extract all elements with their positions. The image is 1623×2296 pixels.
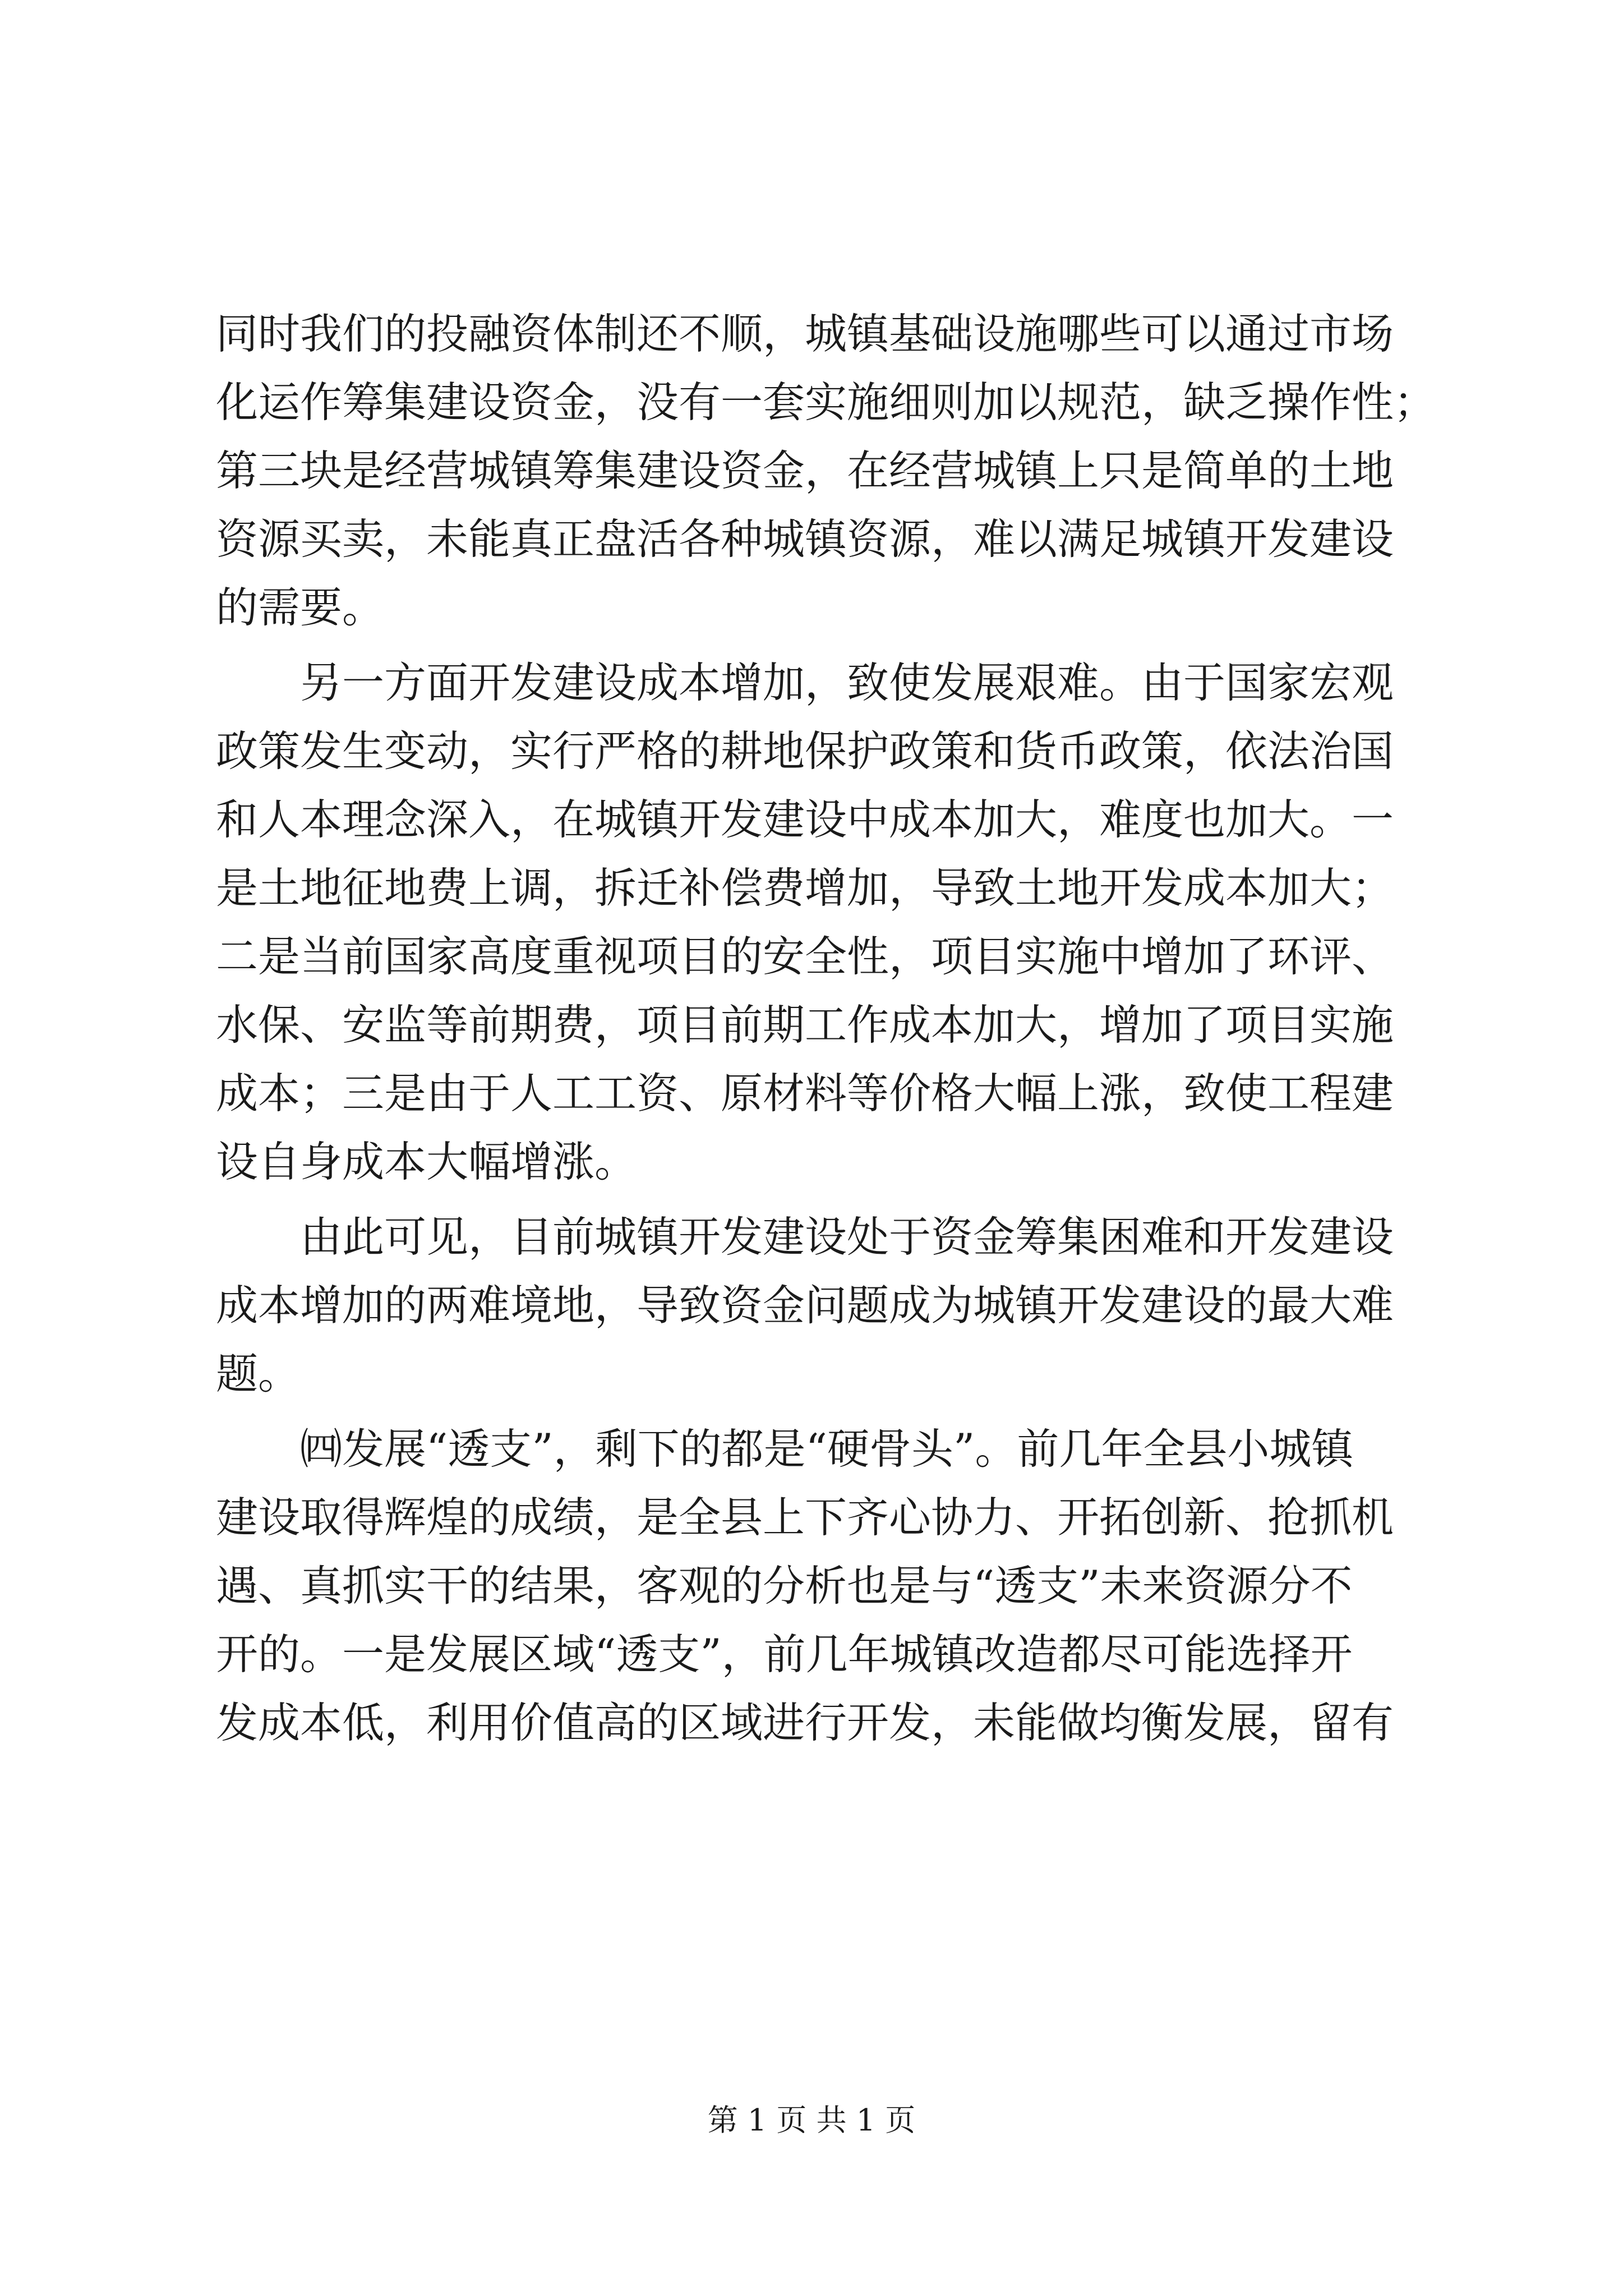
text-line: 是土地征地费上调，拆迁补偿费增加，导致土地开发成本加大； xyxy=(216,863,1394,913)
text-line: 设自身成本大幅增涨。 xyxy=(216,1137,637,1186)
text-line: 题。 xyxy=(216,1349,301,1398)
page-footer: 第 1 页 共 1 页 xyxy=(707,2102,916,2138)
text-line: 开的。一是发展区域“透支”，前几年城镇改造都尽可能选择开 xyxy=(216,1630,1353,1679)
text-line: 第三块是经营城镇筹集建设资金，在经营城镇上只是简单的土地 xyxy=(216,446,1394,495)
text-line: 同时我们的投融资体制还不顺，城镇基础设施哪些可以通过市场 xyxy=(216,309,1394,358)
text-line: 二是当前国家高度重视项目的安全性，项目实施中增加了环评、 xyxy=(216,932,1394,981)
document-body xyxy=(216,300,1436,1757)
text-line: 政策发生变动，实行严格的耕地保护政策和货币政策，依法治国 xyxy=(216,726,1394,776)
text-line: 成本增加的两难境地，导致资金问题成为城镇开发建设的最大难 xyxy=(216,1281,1394,1330)
paragraph-gap xyxy=(216,1408,1422,1415)
text-line: 化运作筹集建设资金，没有一套实施细则加以规范，缺乏操作性； xyxy=(216,378,1436,427)
text-line: 成本；三是由于人工工资、原材料等价格大幅上涨，致使工程建 xyxy=(216,1069,1394,1118)
text-line: 建设取得辉煌的成绩，是全县上下齐心协力、开拓创新、抢抓机 xyxy=(216,1493,1394,1542)
text-line: 遇、真抓实干的结果，客观的分析也是与“透支”未来资源分不 xyxy=(216,1561,1353,1611)
text-line: 和人本理念深入，在城镇开发建设中成本加大，难度也加大。一 xyxy=(216,795,1394,844)
text-line: 资源买卖，未能真正盘活各种城镇资源，难以满足城镇开发建设 xyxy=(216,514,1394,564)
text-line: 水保、安监等前期费，项目前期工作成本加大，增加了项目实施 xyxy=(216,1000,1394,1050)
text-line: 发成本低，利用价值高的区域进行开发，未能做均衡发展，留有 xyxy=(216,1698,1394,1747)
text-line: 另一方面开发建设成本增加，致使发展艰难。由于国家宏观 xyxy=(300,658,1394,707)
text-line: 由此可见，目前城镇开发建设处于资金筹集困难和开发建设 xyxy=(300,1212,1394,1262)
text-line: 的需要。 xyxy=(216,583,385,632)
paragraph-gap xyxy=(216,1196,1422,1203)
paragraph-gap xyxy=(216,642,1422,648)
text-line: ㈣发展“透支”，剩下的都是“硬骨头”。前几年全县小城镇 xyxy=(300,1424,1354,1474)
